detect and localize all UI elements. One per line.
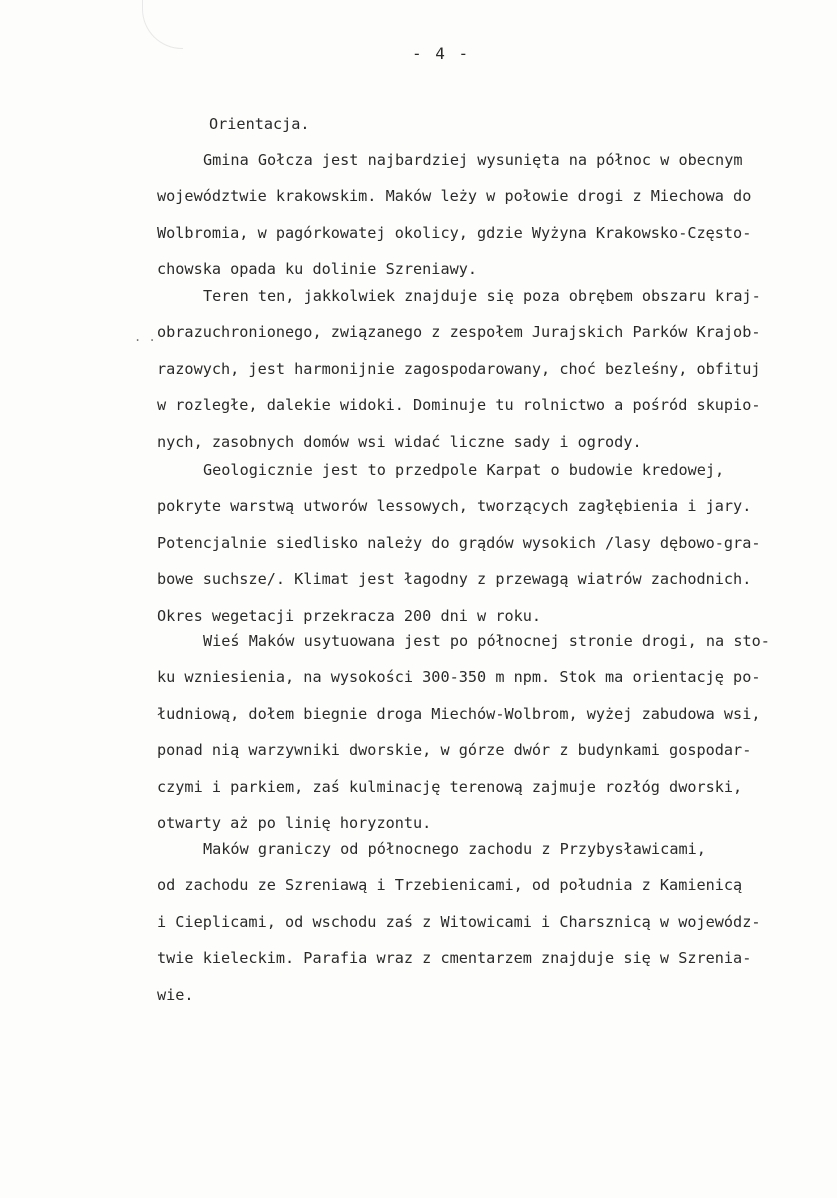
text-line: ku wzniesienia, na wysokości 300-350 m npm. Stok ma orientację po- xyxy=(157,668,761,687)
text-line: Gmina Gołcza jest najbardziej wysunięta na północ w obecnym xyxy=(203,151,743,169)
paragraph-wies xyxy=(157,623,837,841)
text-line: pokryte warstwą utworów lessowych, tworzących zagłębienia i jary. xyxy=(157,497,752,516)
paragraph-gmina xyxy=(157,142,837,288)
text-line: otwarty aż po linię horyzontu. xyxy=(157,814,432,833)
text-line: bowe suchsze/. Klimat jest łagodny z przewagą wiatrów zachodnich. xyxy=(157,570,752,589)
text-line: ponad nią warzywniki dworskie, w górze dwór z budynkami gospodar- xyxy=(157,741,752,760)
text-line: województwie krakowskim. Maków leży w połowie drogi z Miechowa do xyxy=(157,187,752,206)
text-line: łudniową, dołem biegnie droga Miechów-Wolbrom, wyżej zabudowa wsi, xyxy=(157,704,761,723)
text-line: Wieś Maków usytuowana jest po północnej stronie drogi, na sto- xyxy=(203,632,770,650)
paragraph-granice xyxy=(157,831,837,1013)
text-line: Maków graniczy od północnego zachodu z Przybysławicami, xyxy=(203,840,706,858)
text-line: obrazuchronionego, związanego z zespołem Jurajskich Parków Krajob- xyxy=(157,323,761,342)
section-title: Orientacja. xyxy=(209,115,310,133)
text-line: w rozległe, dalekie widoki. Dominuje tu rolnictwo a pośród skupio- xyxy=(157,396,761,415)
text-line: Wolbromia, w pagórkowatej okolicy, gdzie Wyżyna Krakowsko-Często- xyxy=(157,223,752,242)
text-line: i Cieplicami, od wschodu zaś z Witowicami i Charsznicą w wojewódz- xyxy=(157,912,761,931)
text-line: Teren ten, jakkolwiek znajduje się poza obrębem obszaru kraj- xyxy=(203,287,761,305)
margin-mark: . . xyxy=(134,330,156,344)
text-line: Potencjalnie siedlisko należy do grądów wysokich /lasy dębowo-gra- xyxy=(157,533,761,552)
text-line: Geologicznie jest to przedpole Karpat o budowie kredowej, xyxy=(203,461,725,479)
text-line: razowych, jest harmonijnie zagospodarowany, choć bezleśny, obfituj xyxy=(157,359,761,378)
text-line: wie. xyxy=(157,985,194,1004)
corner-fold-mark xyxy=(142,0,183,49)
paragraph-teren xyxy=(157,278,837,460)
text-line: chowska opada ku dolinie Szreniawy. xyxy=(157,260,478,279)
text-line: nych, zasobnych domów wsi widać liczne sady i ogrody. xyxy=(157,432,642,451)
paragraph-geologia xyxy=(157,452,837,634)
text-line: Okres wegetacji przekracza 200 dni w roku. xyxy=(157,606,542,625)
text-line: czymi i parkiem, zaś kulminację terenową zajmuje rozłóg dworski, xyxy=(157,777,743,796)
text-line: od zachodu ze Szreniawą i Trzebienicami, od południa z Kamienicą xyxy=(157,876,743,895)
text-line: twie kieleckim. Parafia wraz z cmentarzem znajduje się w Szrenia- xyxy=(157,949,752,968)
page-number: - 4 - xyxy=(412,44,471,63)
